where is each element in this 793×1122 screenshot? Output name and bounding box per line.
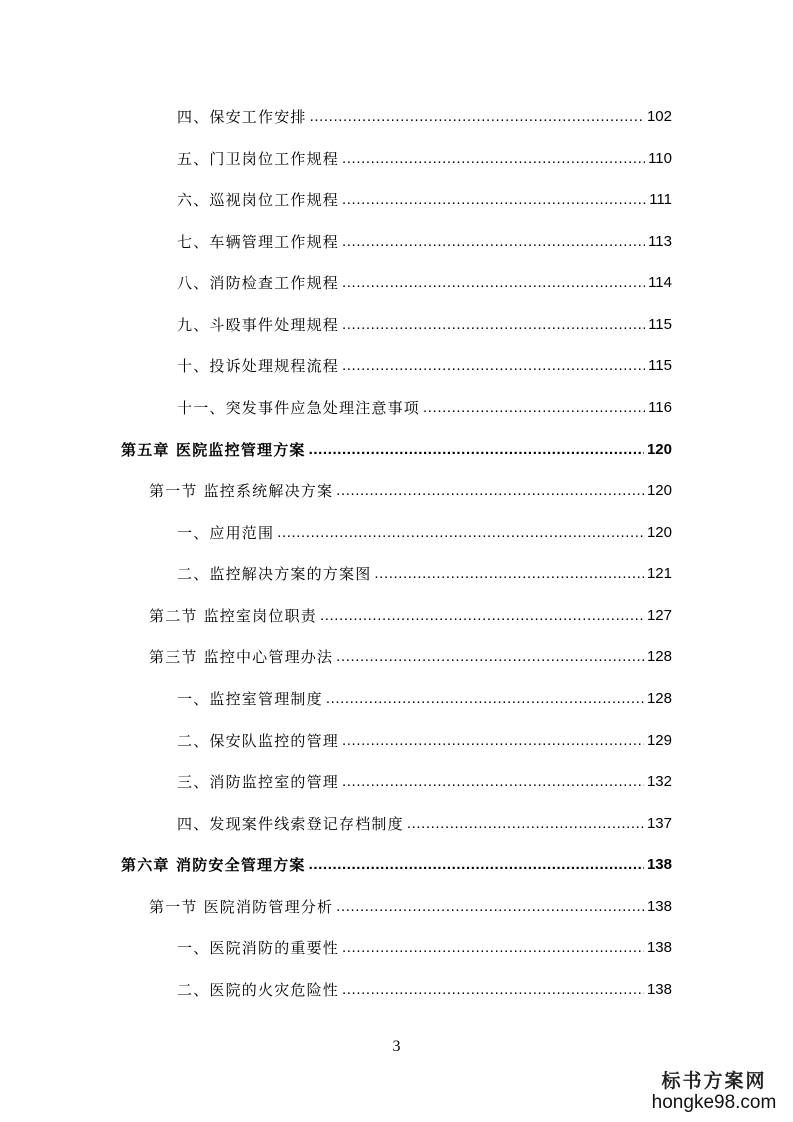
toc-entry-page: 128 [646, 648, 672, 665]
toc-entry-page: 113 [648, 233, 672, 250]
toc-entry[interactable] [177, 189, 672, 211]
toc-entry-label: 四、保安工作安排 [177, 108, 307, 126]
toc-entry-label: 三、消防监控室的管理 [177, 773, 340, 791]
toc-entry-label: 一、医院消防的重要性 [177, 939, 340, 957]
toc-entry-label: 七、车辆管理工作规程 [177, 233, 340, 251]
toc-entry[interactable] [177, 937, 672, 959]
dot-leader [342, 771, 644, 793]
toc-entry-page: 110 [648, 150, 672, 167]
dot-leader [336, 646, 644, 668]
dot-leader [342, 189, 646, 211]
toc-entry-page: 120 [646, 482, 672, 499]
toc-entry-label: 六、巡视岗位工作规程 [177, 191, 340, 209]
toc-entry-page: 115 [648, 357, 672, 374]
toc-entry-page: 127 [646, 607, 672, 624]
toc-entry-page: 120 [646, 524, 672, 541]
dot-leader [320, 605, 644, 627]
toc-entry-page: 115 [648, 316, 672, 333]
watermark-logo [649, 1070, 779, 1114]
toc-entry-section[interactable] [149, 480, 672, 502]
toc-entry-label: 四、发现案件线索登记存档制度 [177, 815, 404, 833]
toc-entry-chapter[interactable] [121, 854, 672, 876]
toc-entry-page: 111 [649, 191, 672, 208]
toc-entry[interactable] [177, 563, 672, 585]
toc-entry-page: 137 [646, 815, 672, 832]
dot-leader [342, 148, 645, 170]
dot-leader [374, 563, 644, 585]
toc-entry[interactable] [177, 522, 672, 544]
toc-entry-chapter[interactable] [121, 439, 672, 461]
watermark-url: hongke98.com [651, 1092, 777, 1113]
toc-entry-label: 九、斗殴事件处理规程 [177, 316, 340, 334]
toc-entry-label: 第一节 监控系统解决方案 [149, 482, 334, 500]
dot-leader [342, 937, 644, 959]
toc-entry-label: 第二节 监控室岗位职责 [149, 607, 317, 625]
toc-entry-label: 十一、突发事件应急处理注意事项 [177, 399, 421, 417]
toc-entry[interactable] [177, 979, 672, 1001]
dot-leader [309, 854, 644, 876]
dot-leader [336, 896, 644, 918]
toc-entry-page: 138 [646, 939, 672, 956]
toc-entry-label: 八、消防检查工作规程 [177, 274, 340, 292]
toc-entry[interactable] [177, 272, 672, 294]
toc-entry-label: 二、医院的火灾危险性 [177, 981, 340, 999]
toc-entry-label: 二、监控解决方案的方案图 [177, 565, 372, 583]
toc-entry[interactable] [177, 231, 672, 253]
toc-entry[interactable] [177, 355, 672, 377]
dot-leader [309, 439, 644, 461]
toc-entry-page: 138 [646, 898, 672, 915]
dot-leader [342, 730, 644, 752]
toc-entry-page: 138 [646, 856, 672, 873]
toc-entry-page: 138 [646, 981, 672, 998]
toc-entry-page: 102 [646, 108, 672, 125]
dot-leader [336, 480, 644, 502]
toc-entry[interactable] [177, 730, 672, 752]
toc-entry-label: 五、门卫岗位工作规程 [177, 150, 340, 168]
toc-entry-page: 114 [648, 274, 672, 291]
dot-leader [326, 688, 644, 710]
toc-entry[interactable] [177, 771, 672, 793]
dot-leader [423, 397, 645, 419]
toc-entry-label: 十、投诉处理规程流程 [177, 357, 340, 375]
toc-entry-label: 第五章 医院监控管理方案 [121, 441, 306, 459]
toc-entry-section[interactable] [149, 605, 672, 627]
toc-entry-page: 132 [646, 773, 672, 790]
dot-leader [277, 522, 644, 544]
toc-entry-page: 128 [646, 690, 672, 707]
toc-entry-page: 120 [646, 441, 672, 458]
toc-entry-page: 129 [646, 732, 672, 749]
toc-entry-section[interactable] [149, 896, 672, 918]
page-number: 3 [392, 1038, 401, 1055]
toc-entry-label: 一、应用范围 [177, 524, 275, 542]
toc-entry[interactable] [177, 148, 672, 170]
dot-leader [310, 106, 644, 128]
toc-entry-section[interactable] [149, 646, 672, 668]
toc-entry-label: 第三节 监控中心管理办法 [149, 648, 334, 666]
dot-leader [342, 355, 645, 377]
toc-entry-page: 121 [646, 565, 672, 582]
toc-entry[interactable] [177, 314, 672, 336]
toc-entry[interactable] [177, 397, 672, 419]
watermark-title: 标书方案网 [661, 1070, 767, 1092]
toc-entry-label: 第六章 消防安全管理方案 [121, 856, 306, 874]
toc-entry[interactable] [177, 688, 672, 710]
dot-leader [342, 231, 645, 253]
toc-entry-label: 第一节 医院消防管理分析 [149, 898, 334, 916]
dot-leader [342, 314, 645, 336]
dot-leader [342, 979, 644, 1001]
toc-entry-page: 116 [648, 399, 672, 416]
toc-entry-label: 一、监控室管理制度 [177, 690, 323, 708]
dot-leader [407, 813, 644, 835]
dot-leader [342, 272, 645, 294]
toc-entry[interactable] [177, 813, 672, 835]
toc-entry-label: 二、保安队监控的管理 [177, 732, 340, 750]
toc-entry[interactable] [177, 106, 672, 128]
